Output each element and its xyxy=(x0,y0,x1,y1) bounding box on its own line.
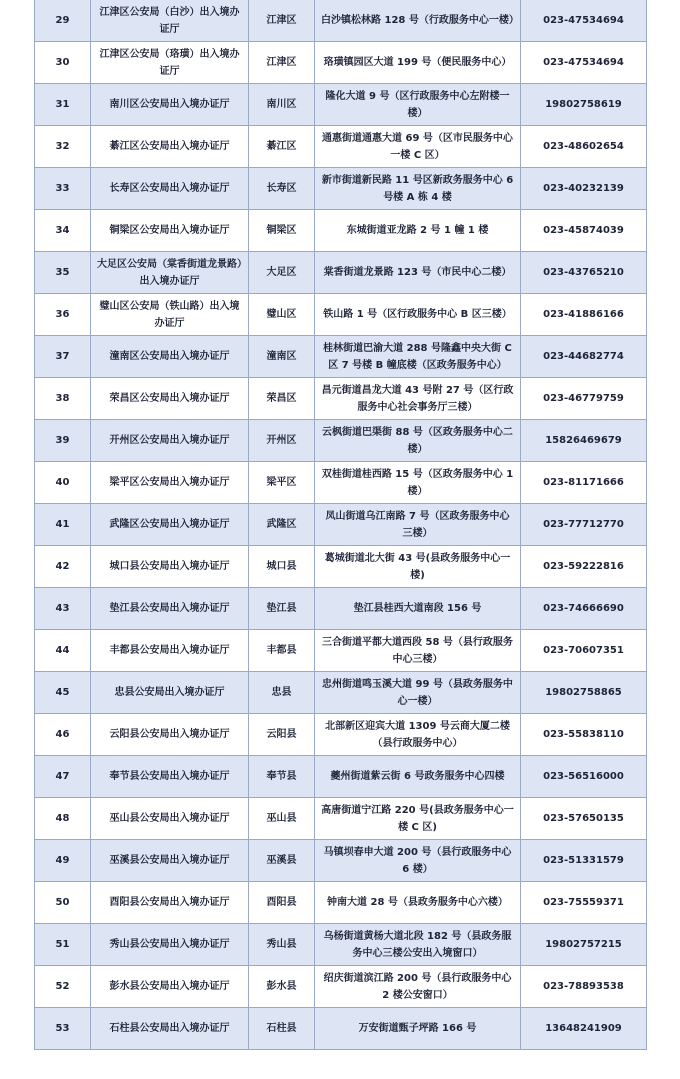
table-row xyxy=(35,630,647,672)
phone-number-cell: 19802758865 xyxy=(521,672,647,714)
row-number-cell: 35 xyxy=(35,252,91,294)
address-cell: 万安街道甄子坪路 166 号 xyxy=(315,1008,521,1050)
row-number-cell: 33 xyxy=(35,168,91,210)
table-row xyxy=(35,504,647,546)
office-name-cell: 潼南区公安局出入境办证厅 xyxy=(91,336,249,378)
row-number-cell: 40 xyxy=(35,462,91,504)
district-cell: 巫山县 xyxy=(249,798,315,840)
phone-number-cell: 023-56516000 xyxy=(521,756,647,798)
office-table-container xyxy=(34,0,646,1050)
address-cell: 双桂街道桂西路 15 号（区政务服务中心 1 楼） xyxy=(315,462,521,504)
office-name-cell: 忠县公安局出入境办证厅 xyxy=(91,672,249,714)
district-cell: 江津区 xyxy=(249,42,315,84)
address-cell: 忠州街道鸣玉溪大道 99 号（县政务服务中心一楼） xyxy=(315,672,521,714)
district-cell: 城口县 xyxy=(249,546,315,588)
address-cell: 隆化大道 9 号（区行政服务中心左附楼一楼） xyxy=(315,84,521,126)
phone-number-cell: 023-57650135 xyxy=(521,798,647,840)
office-name-cell: 璧山区公安局（铁山路）出入境办证厅 xyxy=(91,294,249,336)
row-number-cell: 46 xyxy=(35,714,91,756)
phone-number-cell: 023-48602654 xyxy=(521,126,647,168)
district-cell: 忠县 xyxy=(249,672,315,714)
table-row xyxy=(35,294,647,336)
office-name-cell: 巫溪县公安局出入境办证厅 xyxy=(91,840,249,882)
office-name-cell: 酉阳县公安局出入境办证厅 xyxy=(91,882,249,924)
table-row xyxy=(35,840,647,882)
address-cell: 葛城街道北大街 43 号(县政务服务中心一楼) xyxy=(315,546,521,588)
office-name-cell: 云阳县公安局出入境办证厅 xyxy=(91,714,249,756)
address-cell: 垫江县桂西大道南段 156 号 xyxy=(315,588,521,630)
table-row xyxy=(35,588,647,630)
table-row xyxy=(35,252,647,294)
address-cell: 通惠街道通惠大道 69 号（区市民服务中心一楼 C 区） xyxy=(315,126,521,168)
table-row xyxy=(35,420,647,462)
phone-number-cell: 023-51331579 xyxy=(521,840,647,882)
address-cell: 钟南大道 28 号（县政务服务中心六楼） xyxy=(315,882,521,924)
address-cell: 桂林街道巴渝大道 288 号隆鑫中央大街 C 区 7 号楼 B 幢底楼（区政务服务中心） xyxy=(315,336,521,378)
phone-number-cell: 023-47534694 xyxy=(521,42,647,84)
office-name-cell: 梁平区公安局出入境办证厅 xyxy=(91,462,249,504)
row-number-cell: 38 xyxy=(35,378,91,420)
office-name-cell: 开州区公安局出入境办证厅 xyxy=(91,420,249,462)
district-cell: 江津区 xyxy=(249,0,315,42)
table-row xyxy=(35,798,647,840)
row-number-cell: 53 xyxy=(35,1008,91,1050)
row-number-cell: 45 xyxy=(35,672,91,714)
phone-number-cell: 023-75559371 xyxy=(521,882,647,924)
district-cell: 荣昌区 xyxy=(249,378,315,420)
address-cell: 高唐街道宁江路 220 号(县政务服务中心一楼 C 区) xyxy=(315,798,521,840)
row-number-cell: 42 xyxy=(35,546,91,588)
office-name-cell: 江津区公安局（白沙）出入境办证厅 xyxy=(91,0,249,42)
address-cell: 马镇坝春申大道 200 号（县行政服务中心 6 楼） xyxy=(315,840,521,882)
office-name-cell: 铜梁区公安局出入境办证厅 xyxy=(91,210,249,252)
district-cell: 石柱县 xyxy=(249,1008,315,1050)
row-number-cell: 47 xyxy=(35,756,91,798)
district-cell: 秀山县 xyxy=(249,924,315,966)
district-cell: 璧山区 xyxy=(249,294,315,336)
address-cell: 铁山路 1 号（区行政服务中心 B 区三楼） xyxy=(315,294,521,336)
table-row xyxy=(35,672,647,714)
table-row xyxy=(35,966,647,1008)
row-number-cell: 39 xyxy=(35,420,91,462)
row-number-cell: 30 xyxy=(35,42,91,84)
office-name-cell: 彭水县公安局出入境办证厅 xyxy=(91,966,249,1008)
phone-number-cell: 19802758619 xyxy=(521,84,647,126)
address-cell: 棠香街道龙景路 123 号（市民中心二楼） xyxy=(315,252,521,294)
district-cell: 云阳县 xyxy=(249,714,315,756)
office-name-cell: 石柱县公安局出入境办证厅 xyxy=(91,1008,249,1050)
phone-number-cell: 023-44682774 xyxy=(521,336,647,378)
row-number-cell: 41 xyxy=(35,504,91,546)
phone-number-cell: 023-43765210 xyxy=(521,252,647,294)
office-name-cell: 秀山县公安局出入境办证厅 xyxy=(91,924,249,966)
address-cell: 珞璜镇园区大道 199 号（便民服务中心） xyxy=(315,42,521,84)
table-row xyxy=(35,210,647,252)
address-cell: 新市街道新民路 11 号区新政务服务中心 6 号楼 A 栋 4 楼 xyxy=(315,168,521,210)
row-number-cell: 29 xyxy=(35,0,91,42)
district-cell: 巫溪县 xyxy=(249,840,315,882)
phone-number-cell: 023-81171666 xyxy=(521,462,647,504)
address-cell: 云枫街道巴渠街 88 号（区政务服务中心二楼） xyxy=(315,420,521,462)
district-cell: 潼南区 xyxy=(249,336,315,378)
table-row xyxy=(35,84,647,126)
district-cell: 开州区 xyxy=(249,420,315,462)
district-cell: 铜梁区 xyxy=(249,210,315,252)
row-number-cell: 43 xyxy=(35,588,91,630)
phone-number-cell: 023-59222816 xyxy=(521,546,647,588)
address-cell: 东城街道亚龙路 2 号 1 幢 1 楼 xyxy=(315,210,521,252)
district-cell: 南川区 xyxy=(249,84,315,126)
office-name-cell: 江津区公安局（珞璜）出入境办证厅 xyxy=(91,42,249,84)
address-cell: 北部新区迎宾大道 1309 号云商大厦二楼（县行政服务中心） xyxy=(315,714,521,756)
district-cell: 酉阳县 xyxy=(249,882,315,924)
table-row xyxy=(35,882,647,924)
table-row xyxy=(35,126,647,168)
phone-number-cell: 023-45874039 xyxy=(521,210,647,252)
district-cell: 梁平区 xyxy=(249,462,315,504)
office-table xyxy=(34,0,647,1050)
row-number-cell: 36 xyxy=(35,294,91,336)
row-number-cell: 37 xyxy=(35,336,91,378)
address-cell: 白沙镇松林路 128 号（行政服务中心一楼） xyxy=(315,0,521,42)
row-number-cell: 50 xyxy=(35,882,91,924)
office-name-cell: 奉节县公安局出入境办证厅 xyxy=(91,756,249,798)
phone-number-cell: 15826469679 xyxy=(521,420,647,462)
address-cell: 夔州街道紫云街 6 号政务服务中心四楼 xyxy=(315,756,521,798)
row-number-cell: 48 xyxy=(35,798,91,840)
table-row xyxy=(35,714,647,756)
address-cell: 凤山街道乌江南路 7 号（区政务服务中心三楼） xyxy=(315,504,521,546)
table-row xyxy=(35,42,647,84)
office-name-cell: 武隆区公安局出入境办证厅 xyxy=(91,504,249,546)
phone-number-cell: 023-77712770 xyxy=(521,504,647,546)
table-row xyxy=(35,168,647,210)
district-cell: 垫江县 xyxy=(249,588,315,630)
office-name-cell: 垫江县公安局出入境办证厅 xyxy=(91,588,249,630)
table-row xyxy=(35,462,647,504)
table-row xyxy=(35,546,647,588)
office-name-cell: 綦江区公安局出入境办证厅 xyxy=(91,126,249,168)
phone-number-cell: 023-70607351 xyxy=(521,630,647,672)
phone-number-cell: 13648241909 xyxy=(521,1008,647,1050)
phone-number-cell: 023-40232139 xyxy=(521,168,647,210)
address-cell: 三合街道平都大道西段 58 号（县行政服务中心三楼） xyxy=(315,630,521,672)
table-row xyxy=(35,924,647,966)
address-cell: 乌杨街道黄杨大道北段 182 号（县政务服务中心三楼公安出入境窗口） xyxy=(315,924,521,966)
row-number-cell: 31 xyxy=(35,84,91,126)
phone-number-cell: 19802757215 xyxy=(521,924,647,966)
office-name-cell: 城口县公安局出入境办证厅 xyxy=(91,546,249,588)
row-number-cell: 52 xyxy=(35,966,91,1008)
table-row xyxy=(35,1008,647,1050)
phone-number-cell: 023-74666690 xyxy=(521,588,647,630)
row-number-cell: 32 xyxy=(35,126,91,168)
phone-number-cell: 023-78893538 xyxy=(521,966,647,1008)
table-row xyxy=(35,756,647,798)
table-row xyxy=(35,336,647,378)
district-cell: 大足区 xyxy=(249,252,315,294)
row-number-cell: 34 xyxy=(35,210,91,252)
office-name-cell: 大足区公安局（棠香街道龙景路）出入境办证厅 xyxy=(91,252,249,294)
phone-number-cell: 023-55838110 xyxy=(521,714,647,756)
row-number-cell: 44 xyxy=(35,630,91,672)
office-name-cell: 荣昌区公安局出入境办证厅 xyxy=(91,378,249,420)
row-number-cell: 51 xyxy=(35,924,91,966)
office-name-cell: 巫山县公安局出入境办证厅 xyxy=(91,798,249,840)
office-name-cell: 南川区公安局出入境办证厅 xyxy=(91,84,249,126)
district-cell: 武隆区 xyxy=(249,504,315,546)
table-row xyxy=(35,378,647,420)
phone-number-cell: 023-46779759 xyxy=(521,378,647,420)
office-name-cell: 丰都县公安局出入境办证厅 xyxy=(91,630,249,672)
address-cell: 绍庆街道滨江路 200 号（县行政服务中心 2 楼公安窗口） xyxy=(315,966,521,1008)
phone-number-cell: 023-41886166 xyxy=(521,294,647,336)
district-cell: 长寿区 xyxy=(249,168,315,210)
phone-number-cell: 023-47534694 xyxy=(521,0,647,42)
row-number-cell: 49 xyxy=(35,840,91,882)
office-table-body xyxy=(35,0,647,1050)
district-cell: 奉节县 xyxy=(249,756,315,798)
district-cell: 綦江区 xyxy=(249,126,315,168)
district-cell: 彭水县 xyxy=(249,966,315,1008)
address-cell: 昌元街道昌龙大道 43 号附 27 号（区行政服务中心社会事务厅三楼） xyxy=(315,378,521,420)
district-cell: 丰都县 xyxy=(249,630,315,672)
office-name-cell: 长寿区公安局出入境办证厅 xyxy=(91,168,249,210)
table-row xyxy=(35,0,647,42)
